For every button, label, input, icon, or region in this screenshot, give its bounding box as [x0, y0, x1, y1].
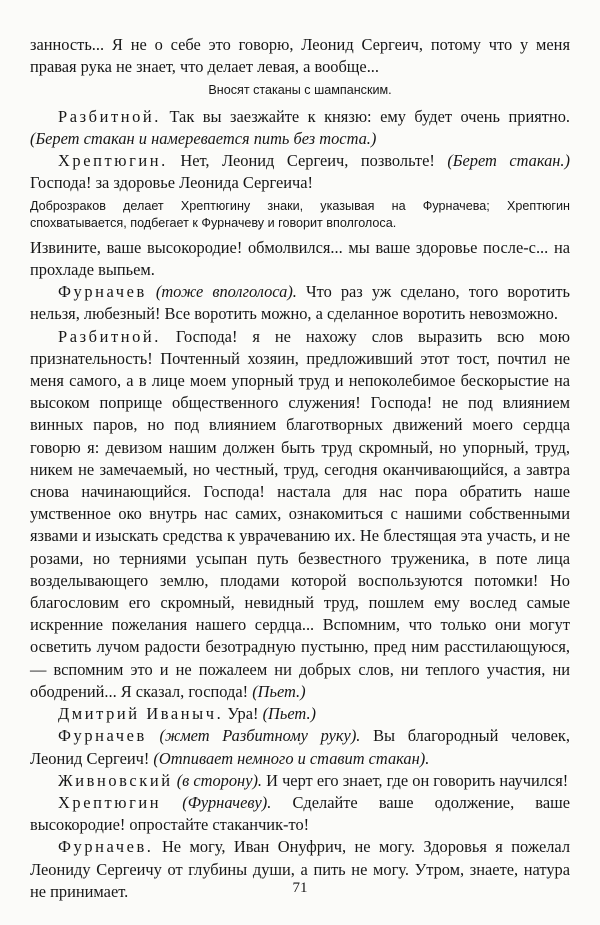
speech-razbitnoy-1	[30, 106, 570, 150]
speech-text: Господа! за здоровье Леонида Сергеича!	[30, 173, 313, 193]
speaker-name: Разбитной.	[58, 326, 161, 346]
speech-text: Нет, Леонид Сергеич, позвольте!	[167, 151, 448, 171]
speech-text: Извините, ваше высокородие! обмолвился... мы ваше здоровье после-с... на прохладе выпьем.	[30, 237, 570, 280]
stage-remark: (Берет стакан и намеревается пить без тоста.)	[30, 128, 377, 148]
speech-text: И черт его знает, где он говорить научился!	[262, 770, 569, 790]
speech-dmitry-ivanych	[30, 703, 570, 725]
speech-text: Вы благородный человек, Леонид Сергеич!	[30, 726, 570, 768]
speaker-name: Фурначев	[58, 282, 147, 302]
stage-remark: (Пьет.)	[262, 704, 316, 724]
stage-text: Доброзраков делает Хрептюгину знаки, указывая на Фурначева; Хрептюгин спохватывается, подбегает к Фурначеву и говорит вполголоса.	[30, 199, 570, 230]
stage-direction	[30, 198, 570, 230]
speech-khreptyugin-2	[30, 237, 570, 281]
speech-razbitnoy-2	[30, 326, 570, 703]
speech-text: Ура!	[223, 704, 263, 724]
speech-khreptyugin-3	[30, 792, 570, 836]
paragraph-continuation	[30, 34, 570, 78]
speech-text: Так вы заезжайте к князю: ему будет очень приятно.	[160, 106, 570, 126]
stage-remark: (тоже вполголоса).	[146, 282, 297, 302]
page-number: 71	[292, 880, 308, 896]
speaker-name: Фурначев	[58, 726, 147, 746]
speech-text: Не могу, Иван Онуфрич, не могу. Здоровья я пожелал Леониду Сергеичу от глубины души, а пить не могу. Утром, знаете, натура не принимает.	[30, 837, 570, 901]
speech-text: Сделайте ваше одолжение, ваше высокородие! опростайте стаканчик-то!	[30, 792, 570, 835]
stage-text: Вносят стаканы с шампанским.	[208, 83, 392, 98]
speaker-name: Хрептюгин	[58, 792, 162, 812]
speech-furnachev-1	[30, 281, 570, 325]
speaker-name: Разбитной.	[58, 106, 161, 126]
speech-khreptyugin-1	[30, 150, 570, 194]
speaker-name: Дмитрий Иваныч.	[58, 704, 224, 724]
page-body	[30, 34, 570, 903]
stage-remark: (Отпивает немного и ставит стакан).	[153, 748, 430, 768]
stage-remark: (Берет стакан.)	[447, 151, 570, 171]
speech-furnachev-2	[30, 725, 570, 769]
stage-remark: (Фурначеву).	[161, 792, 272, 812]
stage-direction	[30, 82, 570, 98]
speaker-name: Фурначев.	[58, 837, 154, 857]
speech-text: Что раз уж сделано, того воротить нельзя, любезный! Все воротить можно, а сделанное воротить невозможно.	[30, 282, 570, 324]
speaker-name: Хрептюгин.	[58, 151, 168, 171]
stage-remark: (Пьет.)	[252, 681, 306, 701]
speech-text: Господа! я не нахожу слов выразить всю мою признательность! Почтенный хозяин, предложивший этот тост, почтил не меня самого, а в лице моем упорный труд и непоколебимое бескорыстие на высоком поприще общественного служения! Господа! не под влиянием винных паров, но под влиянием благотворных движений моего сердца говорю я: девизом нашим должен быть труд скромный, но упорный, труд, никем не замечаемый, но честный, труд, сегодня оканчивающийся, а завтра снова начинающийся. Господа! настала для нас пора обратить наше умственное око внутрь нас самих, ознакомиться с нашими собственными язвами и изыскать средства к уврачеванию их. Не блестящая эта участь, и не розами, но терниями усыпан путь безвестного труженика, в поте лица возделывающего землю, плодами которой воспользуются потомки! Но благословим его скромный, невидный труд, пошлем ему вослед самые искренние пожелания нашего сердца... Вспомним, что только они могут осветить лучом радости безотрадную пустыню, пред ним расстилающуюся,— вспомним это и не пожалеем ни добрых слов, ни теплого участия, ни ободрений... Я сказал, господа!	[30, 326, 570, 701]
speech-zhivnovsky	[30, 770, 570, 792]
speaker-name: Живновский	[58, 770, 173, 790]
stage-remark: (в сторону).	[172, 770, 263, 790]
stage-remark: (жмет Разбитному руку).	[146, 726, 361, 746]
text-span: занность... Я не о себе это говорю, Леонид Сергеич, потому что у меня правая рука не знает, что делает левая, а вообще...	[30, 35, 570, 77]
